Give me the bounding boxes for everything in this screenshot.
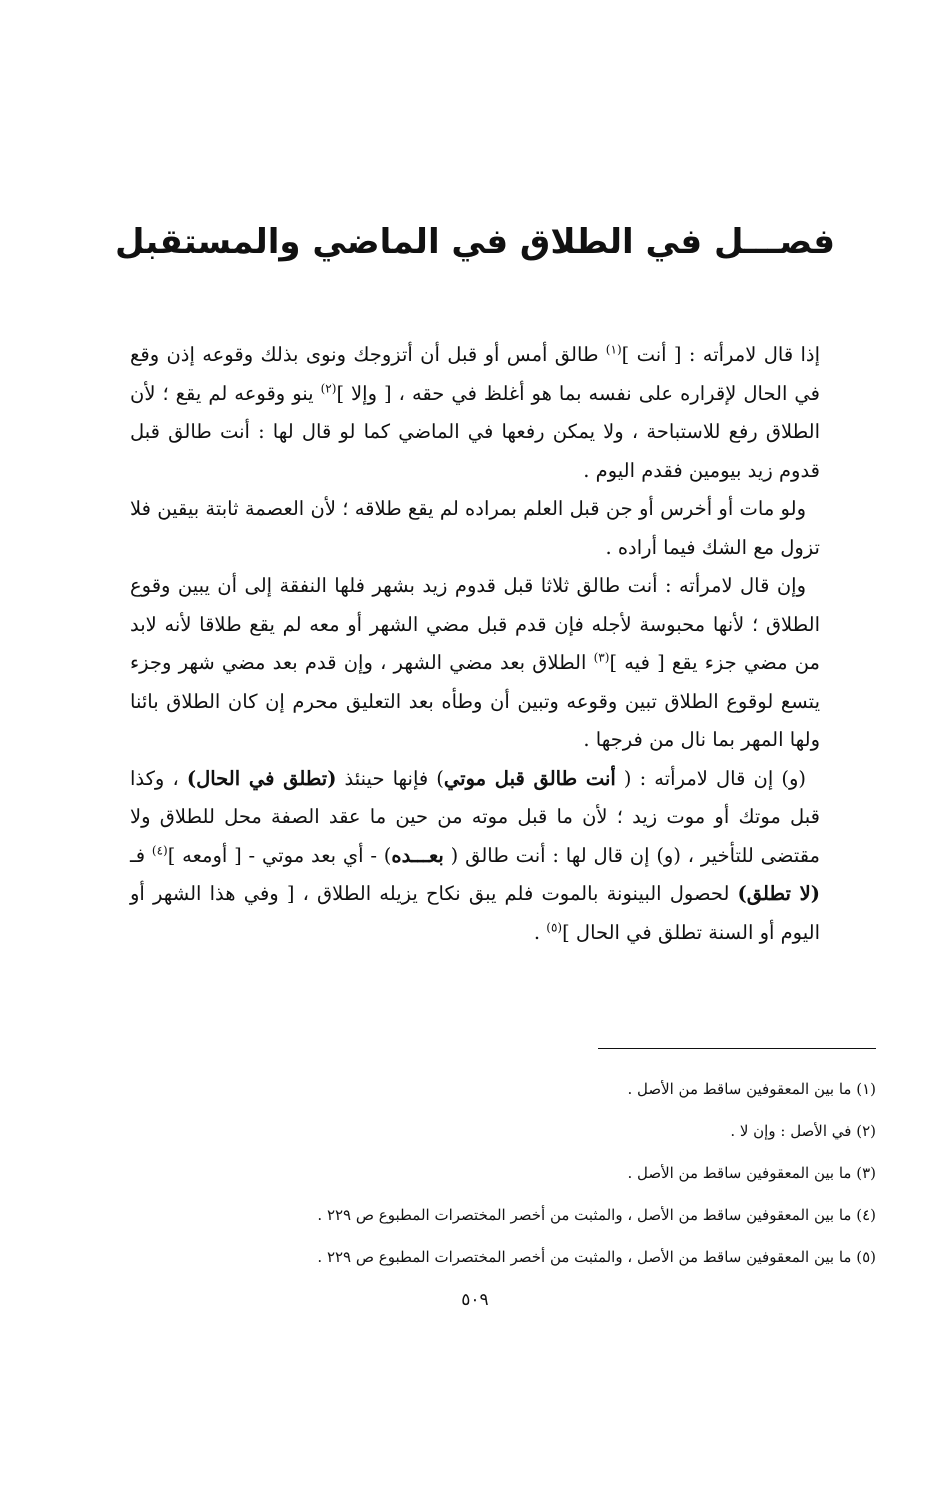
footnote-ref: (٤) bbox=[151, 843, 168, 857]
footnotes bbox=[130, 1068, 876, 1278]
footnote-ref: (٣) bbox=[593, 650, 610, 665]
bold-phrase: (تطلق في الحال) bbox=[186, 766, 337, 790]
footnote-separator bbox=[598, 1048, 876, 1049]
page-number: ٥٠٩ bbox=[461, 1290, 489, 1310]
footnote-2: (٢) في الأصل : وإن لا . bbox=[730, 1122, 876, 1140]
text-run: . bbox=[533, 920, 547, 944]
text-run: فـ bbox=[130, 843, 152, 867]
footnote-1: (١) ما بين المعقوفين ساقط من الأصل . bbox=[627, 1080, 876, 1098]
text-run: إذا قال لامرأته : [ أنت ] bbox=[621, 343, 820, 366]
text-run: طالق أمس أو قبل أن أتزوجك ونوى بذلك وقوعه إذن وقع في الحال لإقراره على نفسه بما هو أغلظ في حقه ، [ وإلا ] bbox=[130, 343, 820, 405]
footnote-ref: (١) bbox=[605, 342, 622, 357]
paragraph-2 bbox=[130, 490, 820, 567]
text-run: ) فإنها حينئذ bbox=[336, 766, 444, 790]
bold-phrase: بعـــده bbox=[391, 843, 444, 867]
text-run: لحصول البينونة بالموت فلم يبق نكاح يزيله الطلاق ، [ وفي هذا الشهر أو اليوم أو السنة تطلق في الحال ] bbox=[130, 882, 820, 944]
text-run: ، وكذا قبل موتك أو موت زيد ؛ لأن ما قبل موته من حين ما عقد الصفة محل للطلاق ولا مقتضى للتأخير ، (و) إن قال لها : أنت طالق ( bbox=[130, 766, 821, 867]
footnote-ref: (٥) bbox=[546, 920, 563, 934]
text-run: وإن قال لامرأته : أنت طالق ثلاثا قبل قدوم زيد بشهر فلها النفقة إلى أن يبين وقوع الطلاق ؛ لأنها محبوسة لأجله فإن قدم قبل مضي الشهر أو معه لم يقع طلاقا لأنه لابد من مضي جزء يقع [ فيه ] bbox=[130, 574, 820, 674]
text-run: ولو مات أو أخرس أو جن قبل العلم بمراده لم يقع طلاقه ؛ لأن العصمة ثابتة بيقين فلا تزول مع الشك فيما أراده . bbox=[130, 497, 820, 559]
footnote-4: (٤) ما بين المعقوفين ساقط من الأصل ، والمثبت من أخصر المختصرات المطبوع ص ٢٢٩ . bbox=[317, 1206, 876, 1224]
text-run: (و) إن قال لامرأته : ( bbox=[615, 766, 807, 790]
text-run: ينو وقوعه لم يقع ؛ لأن الطلاق رفع للاستباحة ، ولا يمكن رفعها في الماضي كما لو قال لها : أنت طالق قبل قدوم زيد بيومين فقدم اليوم . bbox=[130, 381, 820, 482]
footnote-3: (٣) ما بين المعقوفين ساقط من الأصل . bbox=[627, 1164, 876, 1182]
body-text bbox=[130, 336, 820, 952]
paragraph-1 bbox=[130, 336, 820, 490]
footnote-5: (٥) ما بين المعقوفين ساقط من الأصل ، والمثبت من أخصر المختصرات المطبوع ص ٢٢٩ . bbox=[317, 1248, 876, 1266]
text-run: الطلاق بعد مضي الشهر ، وإن قدم بعد مضي شهر وجزء يتسع لوقوع الطلاق تبين وقوعه وتبين أن وطأه بعد التعليق محرم إن كان الطلاق بائنا ولها المهر بما نال من فرجها . bbox=[130, 651, 820, 751]
text-run: ) - أي بعد موتي - [ أومعه ] bbox=[167, 843, 392, 867]
bold-phrase: (لا تطلق) bbox=[737, 882, 820, 905]
footnote-ref: (٢) bbox=[320, 381, 337, 395]
chapter-title: فصـــل في الطلاق في الماضي والمستقبل bbox=[115, 222, 835, 262]
paragraph-4 bbox=[130, 760, 820, 953]
paragraph-3 bbox=[130, 567, 820, 760]
bold-phrase: أنت طالق قبل موتي bbox=[443, 766, 616, 790]
